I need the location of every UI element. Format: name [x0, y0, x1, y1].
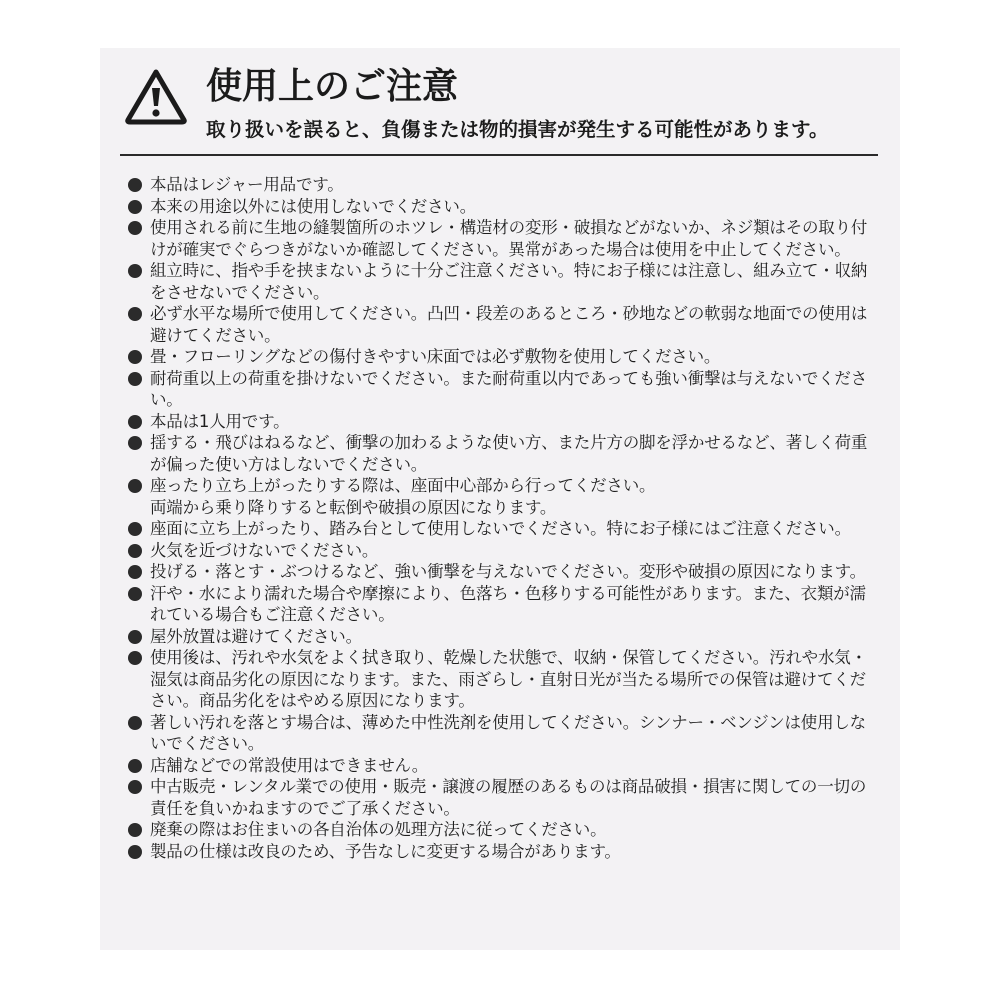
caution-text: 廃棄の際はお住まいの各自治体の処理方法に従ってください。	[150, 820, 607, 839]
bullet-icon	[128, 544, 142, 558]
bullet-icon	[128, 780, 142, 794]
caution-item	[128, 712, 878, 755]
bullet-icon	[128, 759, 142, 773]
caution-text: 店舗などでの常設使用はできません。	[150, 755, 429, 775]
caution-item	[128, 303, 878, 346]
caution-text: 本品は1人用です。	[150, 411, 290, 431]
bullet-icon	[128, 565, 142, 579]
caution-text: 汗や・水により濡れた場合や摩擦により、色落ち・色移りする可能性があります。また、衣類が濡れている場合もご注意ください。	[150, 583, 866, 624]
caution-item	[128, 475, 878, 518]
caution-text: 必ず水平な場所で使用してください。凸凹・段差のあるところ・砂地などの軟弱な地面での使用は避けてください。	[150, 304, 868, 345]
bullet-icon	[128, 350, 142, 364]
caution-text: 座面に立ち上がったり、踏み台として使用しないでください。特にお子様にはご注意ください。	[150, 519, 851, 538]
bullet-icon	[128, 823, 142, 837]
caution-text: 中古販売・レンタル業での使用・販売・譲渡の履歴のあるものは商品破損・損害に関しての一切の責任を負いかねますのでご了承ください。	[150, 777, 867, 818]
caution-text: 耐荷重以上の荷重を掛けないでください。また耐荷重以内であっても強い衝撃は与えないでください。	[150, 368, 868, 409]
bullet-icon	[128, 630, 142, 644]
caution-item	[128, 196, 878, 218]
caution-text: 組立時に、指や手を挟まないように十分ご注意ください。特にお子様には注意し、組み立て・収納をさせないでください。	[150, 261, 868, 302]
caution-text: 使用後は、汚れや水気をよく拭き取り、乾燥した状態で、収納・保管してください。汚れや水気・湿気は商品劣化の原因になります。また、雨ざらし・直射日光が当たる場所での保管は避けてください。商品劣化をはやめる原因になります。	[150, 648, 867, 710]
caution-item	[128, 432, 878, 475]
caution-item	[128, 346, 878, 368]
caution-list	[128, 174, 878, 862]
bullet-icon	[128, 436, 142, 450]
caution-item	[128, 776, 878, 819]
caution-text: 投げる・落とす・ぶつけるなど、強い衝撃を与えないでください。変形や破損の原因になります。	[150, 562, 866, 581]
caution-item	[128, 841, 878, 863]
caution-item	[128, 819, 878, 841]
page-subtitle: 取り扱いを誤ると、負傷または物的損害が発生する可能性があります。	[206, 118, 829, 141]
bullet-icon	[128, 479, 142, 493]
bullet-icon	[128, 264, 142, 278]
bullet-icon	[128, 716, 142, 730]
caution-text: 屋外放置は避けてください。	[150, 626, 362, 646]
caution-text: 火気を近づけないでください。	[150, 540, 379, 560]
caution-item	[128, 368, 878, 411]
caution-item	[128, 626, 878, 648]
bullet-icon	[128, 845, 142, 859]
caution-item	[128, 583, 878, 626]
caution-item	[128, 217, 878, 260]
caution-item	[128, 518, 878, 540]
bullet-icon	[128, 651, 142, 665]
caution-item	[128, 174, 878, 196]
caution-item	[128, 561, 878, 583]
caution-item	[128, 755, 878, 777]
caution-text: 本来の用途以外には使用しないでください。	[150, 196, 477, 216]
bullet-icon	[128, 372, 142, 386]
caution-item	[128, 260, 878, 303]
caution-text: 製品の仕様は改良のため、予告なしに変更する場合があります。	[150, 841, 621, 861]
bullet-icon	[128, 221, 142, 235]
bullet-icon	[128, 307, 142, 321]
caution-text: 畳・フローリングなどの傷付きやすい床面では必ず敷物を使用してください。	[150, 347, 721, 366]
caution-text: 使用される前に生地の縫製箇所のホツレ・構造材の変形・破損などがないか、ネジ類はその取り付けが確実でぐらつきがないか確認してください。異常があった場合は使用を中止してください。	[150, 218, 868, 259]
caution-header	[122, 60, 882, 160]
bullet-icon	[128, 200, 142, 214]
bullet-icon	[128, 587, 142, 601]
caution-item	[128, 647, 878, 712]
caution-sheet	[100, 48, 900, 950]
bullet-icon	[128, 178, 142, 192]
bullet-icon	[128, 522, 142, 536]
bullet-icon	[128, 415, 142, 429]
caution-item	[128, 411, 878, 433]
header-divider	[120, 154, 878, 156]
caution-text: 著しい汚れを落とす場合は、薄めた中性洗剤を使用してください。シンナー・ベンジンは使用しないでください。	[150, 712, 866, 753]
caution-text: 本品はレジャー用品です。	[150, 175, 344, 194]
page-title: 使用上のご注意	[206, 66, 459, 107]
caution-text: 揺する・飛びはねるなど、衝撃の加わるような使い方、また片方の脚を浮かせるなど、著しく荷重が偏った使い方はしないでください。	[150, 433, 868, 474]
caution-text: 座ったり立ち上がったりする際は、座面中心部から行ってください。 両端から乗り降りすると転倒や破損の原因になります。	[150, 476, 656, 517]
warning-triangle-icon	[124, 68, 188, 126]
caution-item	[128, 540, 878, 562]
